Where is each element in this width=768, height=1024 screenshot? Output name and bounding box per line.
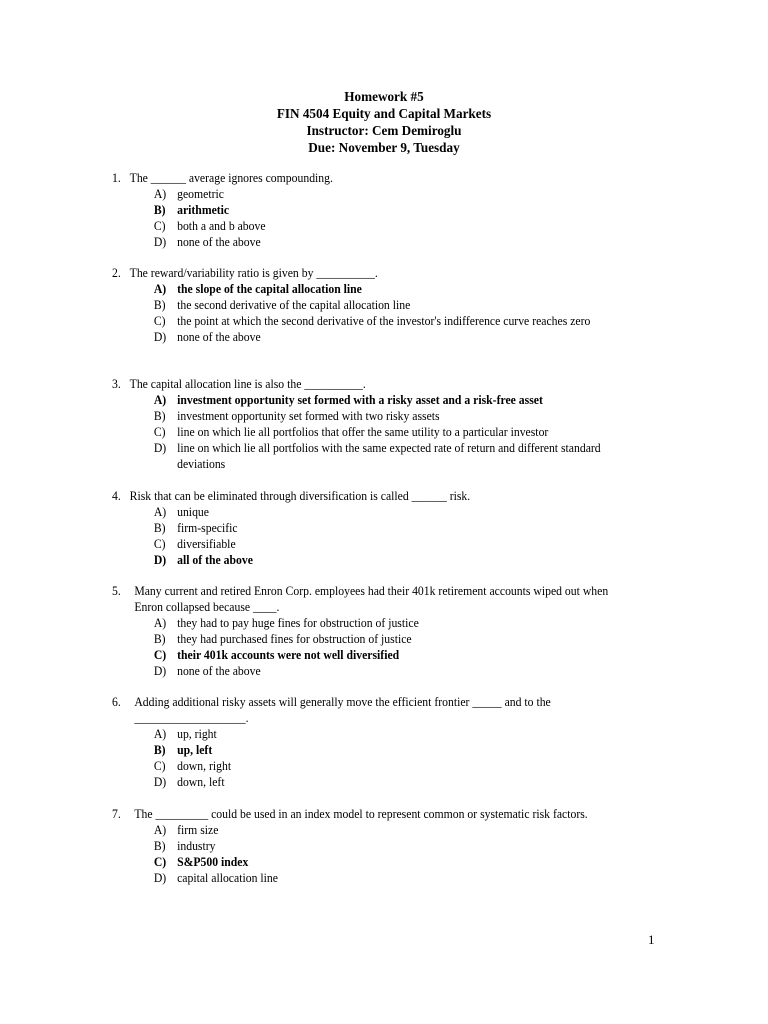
question-number: 2.	[112, 266, 121, 280]
question-6	[112, 694, 614, 790]
option-d: D) down, left	[153, 775, 225, 789]
option-c: C) down, right	[153, 759, 232, 773]
option-a: A) up, right	[153, 727, 217, 741]
question-text: The _________ could be used in an index model to represent common or systematic risk factors.	[134, 807, 588, 821]
question-text: The capital allocation line is also the __________.	[129, 377, 366, 391]
option-b-correct: B) arithmetic	[153, 203, 230, 217]
question-2	[112, 265, 614, 345]
option-b: B) industry	[153, 839, 216, 853]
page-number: 1	[648, 932, 655, 947]
question-3	[112, 376, 614, 472]
option-a-correct: A) investment opportunity set formed with a risky asset and a risk-free asset	[153, 393, 543, 407]
question-5	[112, 583, 614, 679]
option-a: A) they had to pay huge fines for obstruction of justice	[153, 616, 419, 630]
option-c: C) both a and b above	[153, 219, 266, 233]
option-d: D) none of the above	[153, 235, 261, 249]
option-a-correct: A) the slope of the capital allocation line	[153, 282, 362, 296]
question-4	[112, 488, 614, 568]
option-a: A) firm size	[153, 823, 219, 837]
question-text: Many current and retired Enron Corp. employees had their 401k retirement accounts wiped out when Enron collapsed because ____.	[134, 584, 609, 614]
question-number: 3.	[112, 377, 121, 391]
option-c-correct: C) S&P500 index	[153, 855, 249, 869]
option-c: C) the point at which the second derivative of the investor's indifference curve reaches zero	[153, 314, 591, 328]
option-b: B) investment opportunity set formed with two risky assets	[153, 409, 440, 423]
question-text: Adding additional risky assets will generally move the efficient frontier _____ and to the ___________________.	[134, 695, 551, 725]
question-7	[112, 806, 614, 886]
option-d-correct: D) all of the above	[153, 553, 253, 567]
instructor-line: Instructor: Cem Demiroglu	[306, 123, 462, 138]
option-c-correct: C) their 401k accounts were not well diversified	[153, 648, 400, 662]
document-header	[0, 88, 768, 156]
due-date-line: Due: November 9, Tuesday	[308, 140, 460, 155]
option-d: D) capital allocation line	[153, 871, 278, 885]
question-1	[112, 170, 614, 250]
option-c: C) diversifiable	[153, 537, 236, 551]
option-d: D) none of the above	[153, 330, 261, 344]
course-title: FIN 4504 Equity and Capital Markets	[276, 106, 492, 121]
option-b: B) firm-specific	[153, 521, 238, 535]
option-c: C) line on which lie all portfolios that offer the same utility to a particular investor	[153, 425, 549, 439]
question-number: 6.	[112, 695, 121, 709]
option-a: A) unique	[153, 505, 209, 519]
option-b: B) the second derivative of the capital allocation line	[153, 298, 411, 312]
question-number: 1.	[112, 171, 121, 185]
question-text: The reward/variability ratio is given by __________.	[129, 266, 378, 280]
option-d: D) none of the above	[153, 664, 261, 678]
option-b-correct: B) up, left	[153, 743, 213, 757]
question-text: Risk that can be eliminated through diversification is called ______ risk.	[129, 489, 471, 503]
question-text: The ______ average ignores compounding.	[129, 171, 333, 185]
option-b: B) they had purchased fines for obstruction of justice	[153, 632, 412, 646]
question-number: 4.	[112, 489, 121, 503]
option-d: D) line on which lie all portfolios with the same expected rate of return and different standard deviations	[153, 441, 601, 471]
question-number: 5.	[112, 584, 121, 598]
homework-title: Homework #5	[344, 89, 424, 104]
option-a: A) geometric	[153, 187, 224, 201]
question-number: 7.	[112, 807, 121, 821]
